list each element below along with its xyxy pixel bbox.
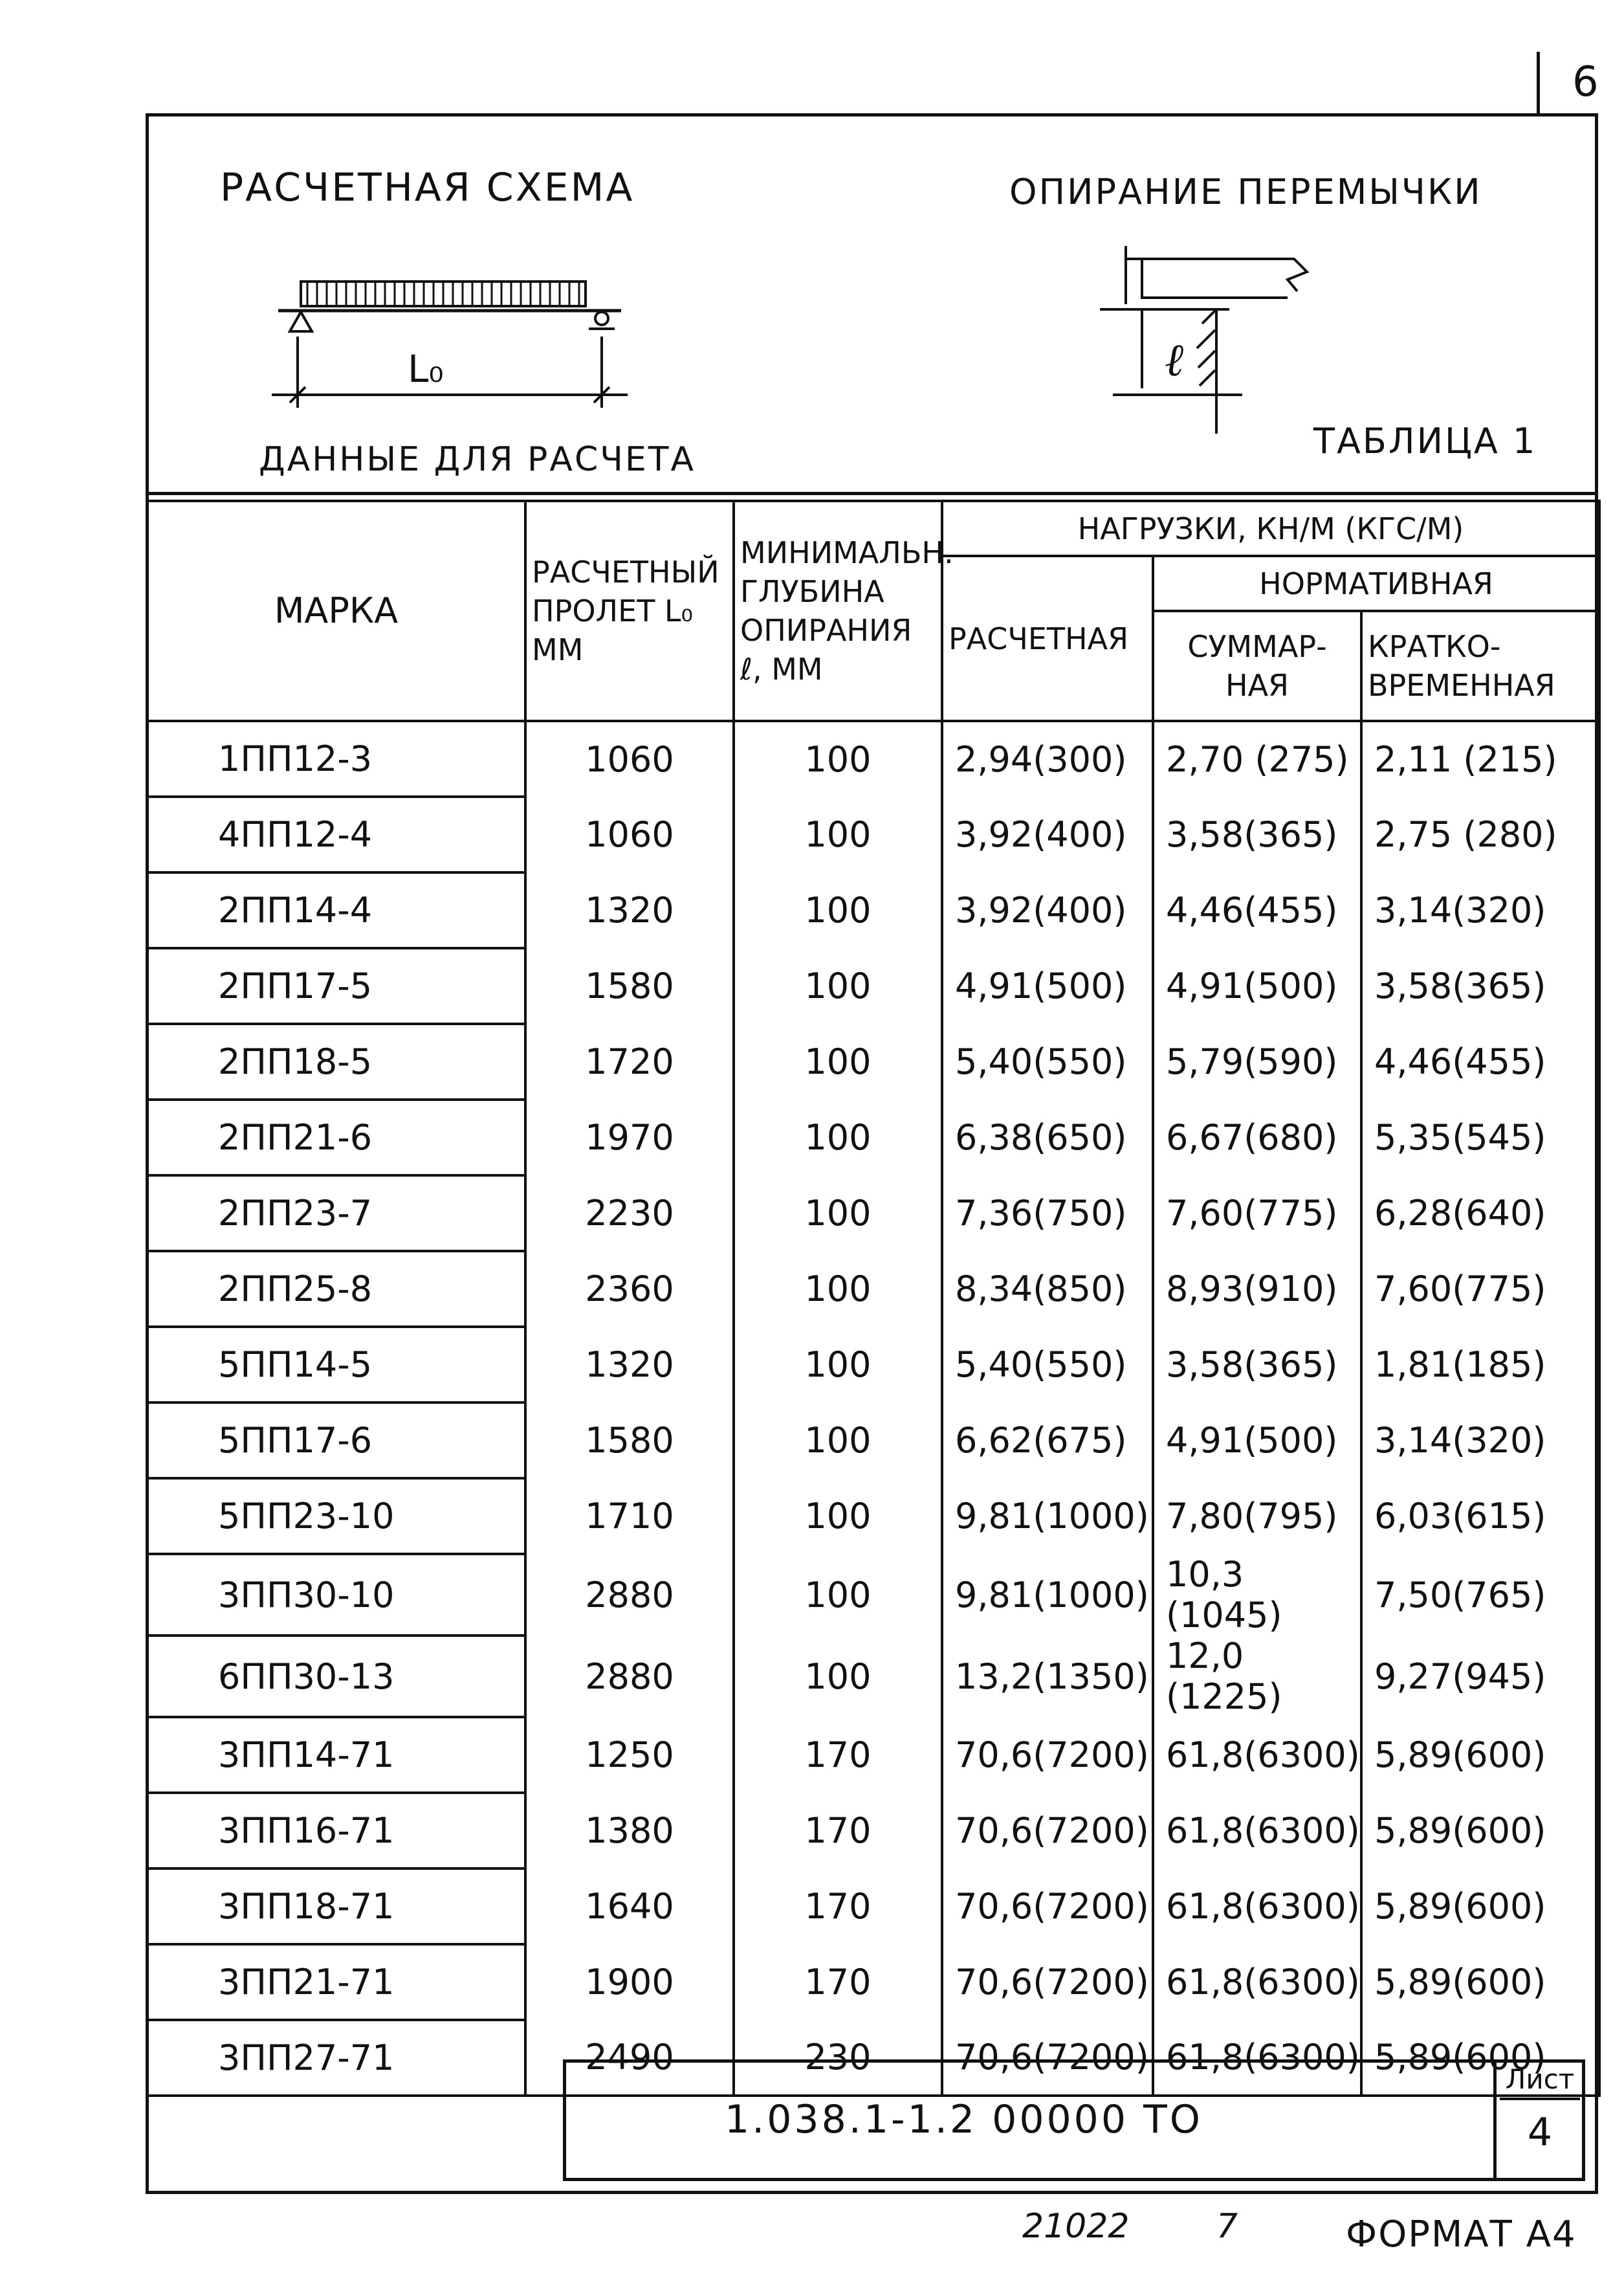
depth-label: ℓ [1165, 333, 1184, 386]
table-row [147, 948, 1599, 1024]
cell-calc-load: 70,6(7200) [942, 1717, 1153, 1793]
cell-mark: 5ПП14-5 [147, 1327, 525, 1403]
cell-calc-load: 13,2(1350) [942, 1635, 1153, 1717]
table-label: ТАБЛИЦА 1 [1313, 421, 1537, 461]
cell-mark: 2ПП23-7 [147, 1175, 525, 1251]
cell-mark: 6ПП30-13 [147, 1635, 525, 1717]
copy-number: 7 [1216, 2207, 1238, 2246]
cell-span: 2880 [525, 1635, 734, 1717]
cell-total-load: 61,8(6300) [1153, 1793, 1361, 1868]
cell-total-load: 61,8(6300) [1153, 1944, 1361, 2020]
cell-span: 1060 [525, 721, 734, 797]
data-title: ДАННЫЕ ДЛЯ РАСЧЕТА [259, 440, 696, 479]
cell-total-load: 10,3 (1045) [1153, 1554, 1361, 1635]
cell-total-load: 7,60(775) [1153, 1175, 1361, 1251]
cell-mark: 3ПП21-71 [147, 1944, 525, 2020]
cell-calc-load: 5,40(550) [942, 1024, 1153, 1100]
cell-calc-load: 70,6(7200) [942, 1793, 1153, 1868]
cell-span: 2880 [525, 1554, 734, 1635]
col-header-loads: НАГРУЗКИ, КН/М (КГС/М) [942, 501, 1599, 556]
support-title: ОПИРАНИЕ ПЕРЕМЫЧКИ [1009, 172, 1482, 212]
cell-depth: 170 [734, 1868, 942, 1944]
cell-depth: 100 [734, 948, 942, 1024]
table-row [147, 1944, 1599, 2020]
cell-total-load: 61,8(6300) [1153, 1868, 1361, 1944]
cell-span: 1580 [525, 1403, 734, 1478]
cell-mark: 5ПП17-6 [147, 1403, 525, 1478]
cell-total-load: 61,8(6300) [1153, 2020, 1361, 2096]
cell-short-load: 2,75 (280) [1361, 797, 1599, 872]
cell-total-load: 3,58(365) [1153, 797, 1361, 872]
cell-short-load: 5,35(545) [1361, 1100, 1599, 1175]
cell-total-load: 5,79(590) [1153, 1024, 1361, 1100]
cell-short-load: 1,81(185) [1361, 1327, 1599, 1403]
table-row [147, 1251, 1599, 1327]
col-header-normative: НОРМАТИВНАЯ [1153, 556, 1599, 611]
cell-span: 1380 [525, 1793, 734, 1868]
cell-span: 1710 [525, 1478, 734, 1554]
cell-mark: 2ПП14-4 [147, 872, 525, 948]
table-row [147, 797, 1599, 872]
cell-span: 1320 [525, 872, 734, 948]
page-number: 6 [1572, 58, 1599, 106]
cell-calc-load: 5,40(550) [942, 1327, 1153, 1403]
cell-calc-load: 70,6(7200) [942, 2020, 1153, 2096]
cell-calc-load: 8,34(850) [942, 1251, 1153, 1327]
cell-mark: 5ПП23-10 [147, 1478, 525, 1554]
cell-calc-load: 70,6(7200) [942, 1868, 1153, 1944]
table-row [147, 1554, 1599, 1635]
cell-depth: 170 [734, 1717, 942, 1793]
cell-depth: 170 [734, 1793, 942, 1868]
cell-calc-load: 3,92(400) [942, 797, 1153, 872]
sheet-label: Лист [1500, 2063, 1580, 2100]
cell-short-load: 4,46(455) [1361, 1024, 1599, 1100]
col-header-depth: МИНИМАЛЬН. ГЛУБИНА ОПИРАНИЯ ℓ, ММ [734, 501, 942, 721]
cell-short-load: 6,28(640) [1361, 1175, 1599, 1251]
cell-short-load: 5,89(600) [1361, 1944, 1599, 2020]
cell-calc-load: 70,6(7200) [942, 1944, 1153, 2020]
table-row [147, 721, 1599, 797]
cell-depth: 100 [734, 1024, 942, 1100]
cell-mark: 2ПП21-6 [147, 1100, 525, 1175]
cell-depth: 100 [734, 872, 942, 948]
cell-total-load: 3,58(365) [1153, 1327, 1361, 1403]
col-header-total: СУММАР- НАЯ [1153, 611, 1361, 721]
cell-short-load: 3,14(320) [1361, 1403, 1599, 1478]
table-row [147, 1024, 1599, 1100]
cell-mark: 2ПП25-8 [147, 1251, 525, 1327]
col-header-calc: РАСЧЕТНАЯ [942, 556, 1153, 721]
cell-calc-load: 9,81(1000) [942, 1554, 1153, 1635]
cell-mark: 4ПП12-4 [147, 797, 525, 872]
cell-mark: 3ПП16-71 [147, 1793, 525, 1868]
format-label: ФОРМАТ А4 [1346, 2213, 1577, 2256]
cell-total-load: 12,0 (1225) [1153, 1635, 1361, 1717]
cell-total-load: 8,93(910) [1153, 1251, 1361, 1327]
lintel-support-diagram [1093, 233, 1326, 440]
cell-calc-load: 4,91(500) [942, 948, 1153, 1024]
cell-short-load: 9,27(945) [1361, 1635, 1599, 1717]
table-row [147, 1717, 1599, 1793]
sheet-number: 4 [1527, 2110, 1553, 2155]
cell-total-load: 4,46(455) [1153, 872, 1361, 948]
cell-depth: 100 [734, 1635, 942, 1717]
cell-calc-load: 2,94(300) [942, 721, 1153, 797]
cell-mark: 1ПП12-3 [147, 721, 525, 797]
cell-total-load: 7,80(795) [1153, 1478, 1361, 1554]
cell-short-load: 7,60(775) [1361, 1251, 1599, 1327]
cell-depth: 100 [734, 1478, 942, 1554]
inventory-number: 21022 [1022, 2207, 1130, 2246]
cell-span: 1580 [525, 948, 734, 1024]
corner-divider [1537, 52, 1540, 116]
cell-short-load: 5,89(600) [1361, 1717, 1599, 1793]
cell-depth: 100 [734, 1403, 942, 1478]
cell-total-load: 61,8(6300) [1153, 1717, 1361, 1793]
col-header-span: РАСЧЕТНЫЙ ПРОЛЕТ L₀ ММ [525, 501, 734, 721]
cell-calc-load: 7,36(750) [942, 1175, 1153, 1251]
cell-calc-load: 3,92(400) [942, 872, 1153, 948]
cell-span: 2490 [525, 2020, 734, 2096]
cell-mark: 3ПП27-71 [147, 2020, 525, 2096]
cell-depth: 230 [734, 2020, 942, 2096]
table-row [147, 1327, 1599, 1403]
cell-span: 1060 [525, 797, 734, 872]
cell-depth: 100 [734, 797, 942, 872]
cell-total-load: 4,91(500) [1153, 1403, 1361, 1478]
cell-mark: 3ПП18-71 [147, 1868, 525, 1944]
cell-depth: 100 [734, 721, 942, 797]
cell-span: 1640 [525, 1868, 734, 1944]
table-row [147, 872, 1599, 948]
table-row [147, 1403, 1599, 1478]
table-row [147, 1868, 1599, 1944]
cell-mark: 2ПП17-5 [147, 948, 525, 1024]
data-table [146, 500, 1601, 2097]
cell-total-load: 6,67(680) [1153, 1100, 1361, 1175]
cell-depth: 100 [734, 1175, 942, 1251]
cell-short-load: 3,58(365) [1361, 948, 1599, 1024]
cell-short-load: 5,89(600) [1361, 1793, 1599, 1868]
cell-short-load: 2,11 (215) [1361, 721, 1599, 797]
cell-short-load: 5,89(600) [1361, 1868, 1599, 1944]
table-row [147, 1793, 1599, 1868]
cell-depth: 170 [734, 1944, 942, 2020]
cell-calc-load: 6,38(650) [942, 1100, 1153, 1175]
col-header-mark: МАРКА [147, 501, 525, 721]
beam-scheme-diagram [259, 272, 634, 440]
scheme-title: РАСЧЕТНАЯ СХЕМА [220, 165, 635, 210]
document-code: 1.038.1-1.2 00000 ТО [725, 2097, 1203, 2142]
cell-calc-load: 6,62(675) [942, 1403, 1153, 1478]
table-row [147, 1175, 1599, 1251]
cell-mark: 2ПП18-5 [147, 1024, 525, 1100]
cell-span: 1970 [525, 1100, 734, 1175]
cell-total-load: 4,91(500) [1153, 948, 1361, 1024]
cell-span: 1250 [525, 1717, 734, 1793]
cell-depth: 100 [734, 1554, 942, 1635]
cell-calc-load: 9,81(1000) [942, 1478, 1153, 1554]
table-row [147, 1635, 1599, 1717]
cell-span: 2360 [525, 1251, 734, 1327]
table-row [147, 1478, 1599, 1554]
span-label: L₀ [408, 347, 444, 391]
cell-depth: 100 [734, 1100, 942, 1175]
cell-span: 1320 [525, 1327, 734, 1403]
cell-total-load: 2,70 (275) [1153, 721, 1361, 797]
cell-span: 2230 [525, 1175, 734, 1251]
cell-depth: 100 [734, 1327, 942, 1403]
header-divider [146, 492, 1598, 495]
cell-short-load: 5,89(600) [1361, 2020, 1599, 2096]
cell-mark: 3ПП14-71 [147, 1717, 525, 1793]
table-row [147, 1100, 1599, 1175]
cell-mark: 3ПП30-10 [147, 1554, 525, 1635]
cell-short-load: 7,50(765) [1361, 1554, 1599, 1635]
col-header-short: КРАТКО- ВРЕМЕННАЯ [1361, 611, 1599, 721]
cell-depth: 100 [734, 1251, 942, 1327]
cell-span: 1900 [525, 1944, 734, 2020]
cell-short-load: 6,03(615) [1361, 1478, 1599, 1554]
cell-span: 1720 [525, 1024, 734, 1100]
cell-short-load: 3,14(320) [1361, 872, 1599, 948]
